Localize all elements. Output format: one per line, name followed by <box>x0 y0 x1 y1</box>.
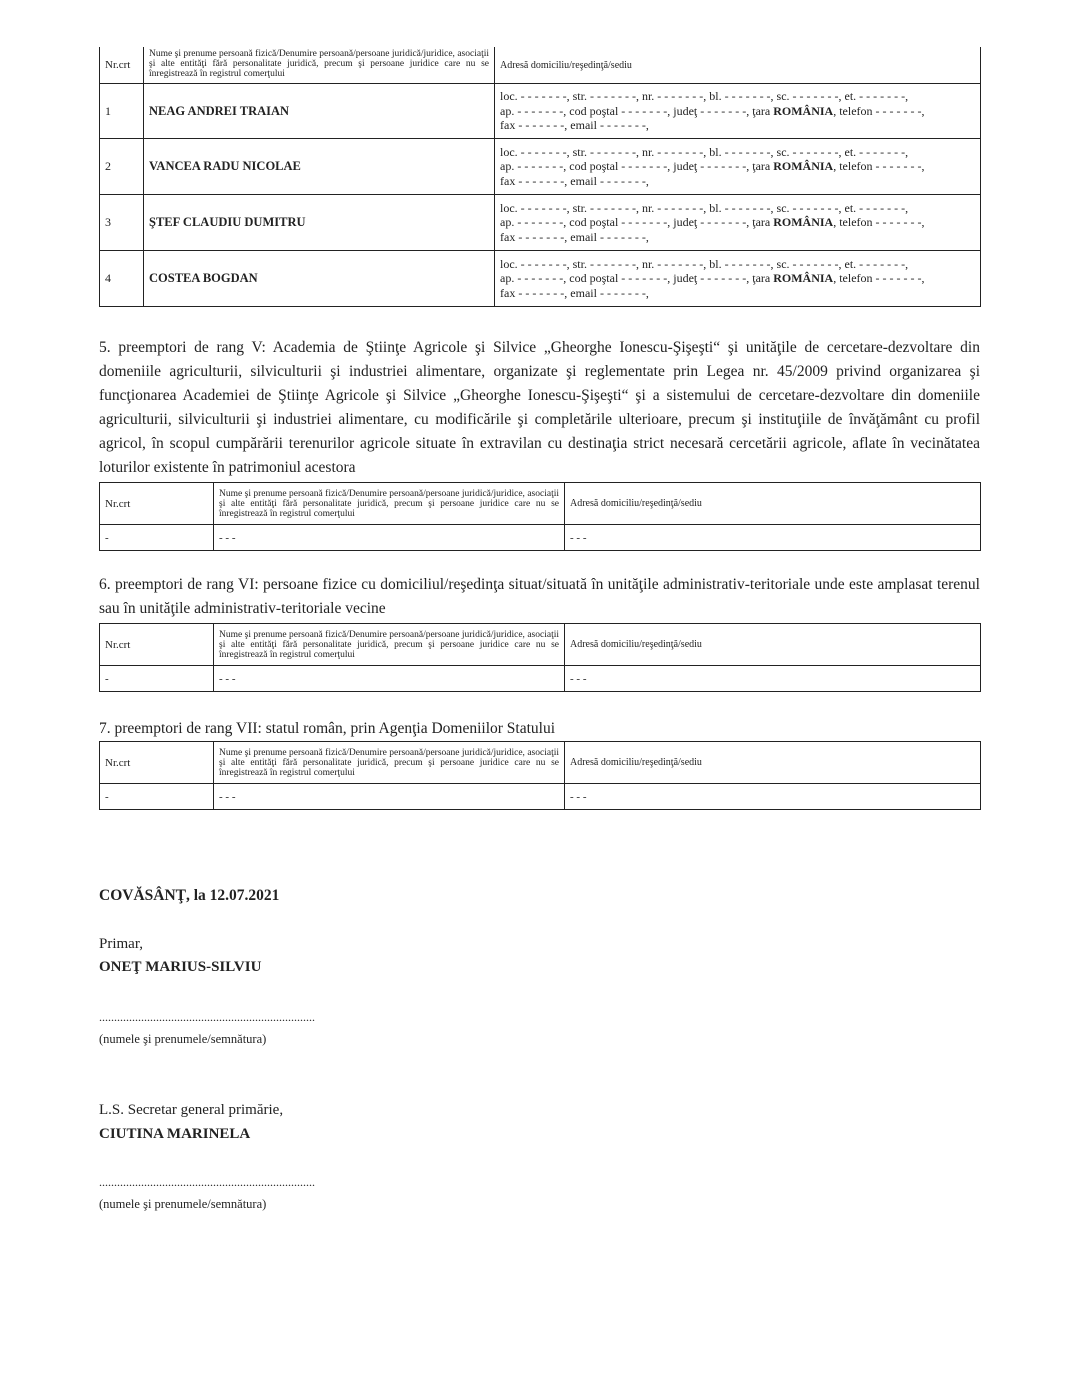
preemptors-table-rank-4 <box>99 47 981 307</box>
header-nr: Nr.crt <box>100 742 214 784</box>
table-row <box>100 195 981 251</box>
header-name: Nume şi prenume persoană fizică/Denumire persoană/persoane juridică/juridice, asociaţii şi alte entităţi fără personalitate juridică, precum şi persoane juridice care nu se înregistrează în registrul comerţului <box>214 624 565 666</box>
secretary-name: CIUTINA MARINELA <box>99 1126 251 1142</box>
secretary-signature-line: ........................................................................ <box>99 1175 315 1189</box>
address-line-1: loc. - - - - - - -, str. - - - - - - -, nr. - - - - - - -, bl. - - - - - - -, sc. - - - - - - -, et. - - - - - - -, <box>500 89 909 104</box>
country: ROMÂNIA <box>773 103 834 118</box>
address-line-2 <box>500 215 975 230</box>
row-nr: 3 <box>100 195 144 251</box>
country: ROMÂNIA <box>773 215 834 230</box>
header-nr: Nr.crt <box>100 483 214 525</box>
section-rank-6 <box>99 573 980 692</box>
row-nr: - <box>100 525 214 551</box>
address-line-2-post: , telefon - - - - - - -, <box>833 271 925 286</box>
section-5-text: 5. preemptori de rang V: Academia de Ştiinţe Agricole şi Silvice „Gheorghe Ionescu-Şişeşti“ şi unităţile de cercetare-dezvoltare din domeniile agriculturii, silviculturii şi industriei alimentare, organizate şi reglementate prin Legea nr. 45/2009 privind organizarea şi funcţionarea Academiei de Ştiinţe Agricole şi Silvice „Gheorghe Ionescu-Şişeşti“ şi a sistemului de cercetare-dezvoltare din domeniile agriculturii, silviculturii şi industriei alimentare, cu modificările şi completările ulterioare, precum şi instituţiile de învăţământ cu profil agricol, în scopul cumpărării terenurilor agricole situate în extravilan cu destinaţia strict necesară cercetării agricole, aflate în vecinătatea loturilor existente în patrimoniul acestora <box>99 339 980 476</box>
header-name: Nume şi prenume persoană fizică/Denumire persoană/persoane juridică/juridice, asociaţii şi alte entităţi fără personalitate juridică, precum şi persoane juridice care nu se înregistrează în registrul comerţului <box>214 483 565 525</box>
address-line-3: fax - - - - - - -, email - - - - - - -, <box>500 118 649 133</box>
secretary-title: L.S. Secretar general primărie, <box>99 1102 284 1118</box>
row-nr: 4 <box>100 251 144 307</box>
address-line-2-pre: ap. - - - - - - -, cod poştal - - - - - - -, judeţ - - - - - - -, ţara <box>500 103 774 118</box>
header-address: Adresă domiciliu/reşedinţă/sediu <box>565 483 981 525</box>
address-line-2 <box>500 104 975 119</box>
place-date: COVĂSÂNŢ, la 12.07.2021 <box>99 887 280 904</box>
table-row <box>100 784 981 810</box>
row-nr: - <box>100 784 214 810</box>
mayor-signature-line: ........................................................................ <box>99 1010 315 1024</box>
address-line-2-post: , telefon - - - - - - -, <box>833 103 925 118</box>
row-name: NEAG ANDREI TRAIAN <box>144 84 495 139</box>
row-address <box>495 251 981 307</box>
row-name: - - - <box>214 525 565 551</box>
table-row <box>100 139 981 195</box>
preemptors-table-rank-6 <box>99 623 981 692</box>
header-nr: Nr.crt <box>100 47 144 84</box>
section-6-text: 6. preemptori de rang VI: persoane fizice cu domiciliul/reşedinţa situat/situată în unităţile administrativ-teritoriale unde este amplasat terenul sau în unităţile administrativ-teritoriale vecine <box>99 576 980 617</box>
header-name: Nume şi prenume persoană fizică/Denumire persoană/persoane juridică/juridice, asociaţii şi alte entităţi fără personalitate juridică, precum şi persoane juridice care nu se înregistrează în registrul comerţului <box>214 742 565 784</box>
address-line-1: loc. - - - - - - -, str. - - - - - - -, nr. - - - - - - -, bl. - - - - - - -, sc. - - - - - - -, et. - - - - - - -, <box>500 144 909 159</box>
row-address: - - - <box>565 784 981 810</box>
address-line-2 <box>500 271 975 286</box>
address-line-2-pre: ap. - - - - - - -, cod poştal - - - - - - -, judeţ - - - - - - -, ţara <box>500 159 774 174</box>
row-address <box>495 195 981 251</box>
table-header-row <box>100 742 981 784</box>
table-row <box>100 251 981 307</box>
row-address: - - - <box>565 525 981 551</box>
table-header-row <box>100 47 981 84</box>
row-nr: 1 <box>100 84 144 139</box>
section-7-text: 7. preemptori de rang VII: statul român, prin Agenţia Domeniilor Statului <box>99 720 556 737</box>
header-address: Adresă domiciliu/reşedinţă/sediu <box>565 742 981 784</box>
row-nr: 2 <box>100 139 144 195</box>
address-line-3: fax - - - - - - -, email - - - - - - -, <box>500 173 649 188</box>
row-address: - - - <box>565 666 981 692</box>
mayor-title: Primar, <box>99 936 143 952</box>
section-rank-5 <box>99 336 980 551</box>
row-name: VANCEA RADU NICOLAE <box>144 139 495 195</box>
address-line-2 <box>500 159 975 174</box>
country: ROMÂNIA <box>773 159 834 174</box>
row-name: - - - <box>214 784 565 810</box>
section-rank-7 <box>99 717 980 810</box>
address-line-3: fax - - - - - - -, email - - - - - - -, <box>500 229 649 244</box>
table-rank-4 <box>99 47 980 307</box>
address-line-2-pre: ap. - - - - - - -, cod poştal - - - - - - -, judeţ - - - - - - -, ţara <box>500 215 774 230</box>
header-nr: Nr.crt <box>100 624 214 666</box>
table-header-row <box>100 483 981 525</box>
secretary-signature-caption: (numele şi prenumele/semnătura) <box>99 1197 267 1211</box>
table-row <box>100 84 981 139</box>
mayor-signature-caption: (numele şi prenumele/semnătura) <box>99 1032 267 1046</box>
row-name: COSTEA BOGDAN <box>144 251 495 307</box>
row-name: ŞTEF CLAUDIU DUMITRU <box>144 195 495 251</box>
header-address: Adresă domiciliu/reşedinţă/sediu <box>495 47 981 84</box>
address-line-2-post: , telefon - - - - - - -, <box>833 215 925 230</box>
row-address <box>495 139 981 195</box>
address-line-1: loc. - - - - - - -, str. - - - - - - -, nr. - - - - - - -, bl. - - - - - - -, sc. - - - - - - -, et. - - - - - - -, <box>500 256 909 271</box>
row-address <box>495 84 981 139</box>
country: ROMÂNIA <box>773 271 834 286</box>
table-row <box>100 666 981 692</box>
address-line-1: loc. - - - - - - -, str. - - - - - - -, nr. - - - - - - -, bl. - - - - - - -, sc. - - - - - - -, et. - - - - - - -, <box>500 200 909 215</box>
preemptors-table-rank-7 <box>99 741 981 810</box>
row-nr: - <box>100 666 214 692</box>
table-header-row <box>100 624 981 666</box>
table-row <box>100 525 981 551</box>
header-address: Adresă domiciliu/reşedinţă/sediu <box>565 624 981 666</box>
address-line-3: fax - - - - - - -, email - - - - - - -, <box>500 285 649 300</box>
address-line-2-pre: ap. - - - - - - -, cod poştal - - - - - - -, judeţ - - - - - - -, ţara <box>500 271 774 286</box>
preemptors-table-rank-5 <box>99 482 981 551</box>
mayor-name: ONEŢ MARIUS-SILVIU <box>99 959 262 975</box>
row-name: - - - <box>214 666 565 692</box>
header-name: Nume şi prenume persoană fizică/Denumire persoană/persoane juridică/juridice, asociaţii şi alte entităţi fără personalitate juridică, precum şi persoane juridice care nu se înregistrează în registrul comerţului <box>144 47 495 84</box>
address-line-2-post: , telefon - - - - - - -, <box>833 159 925 174</box>
